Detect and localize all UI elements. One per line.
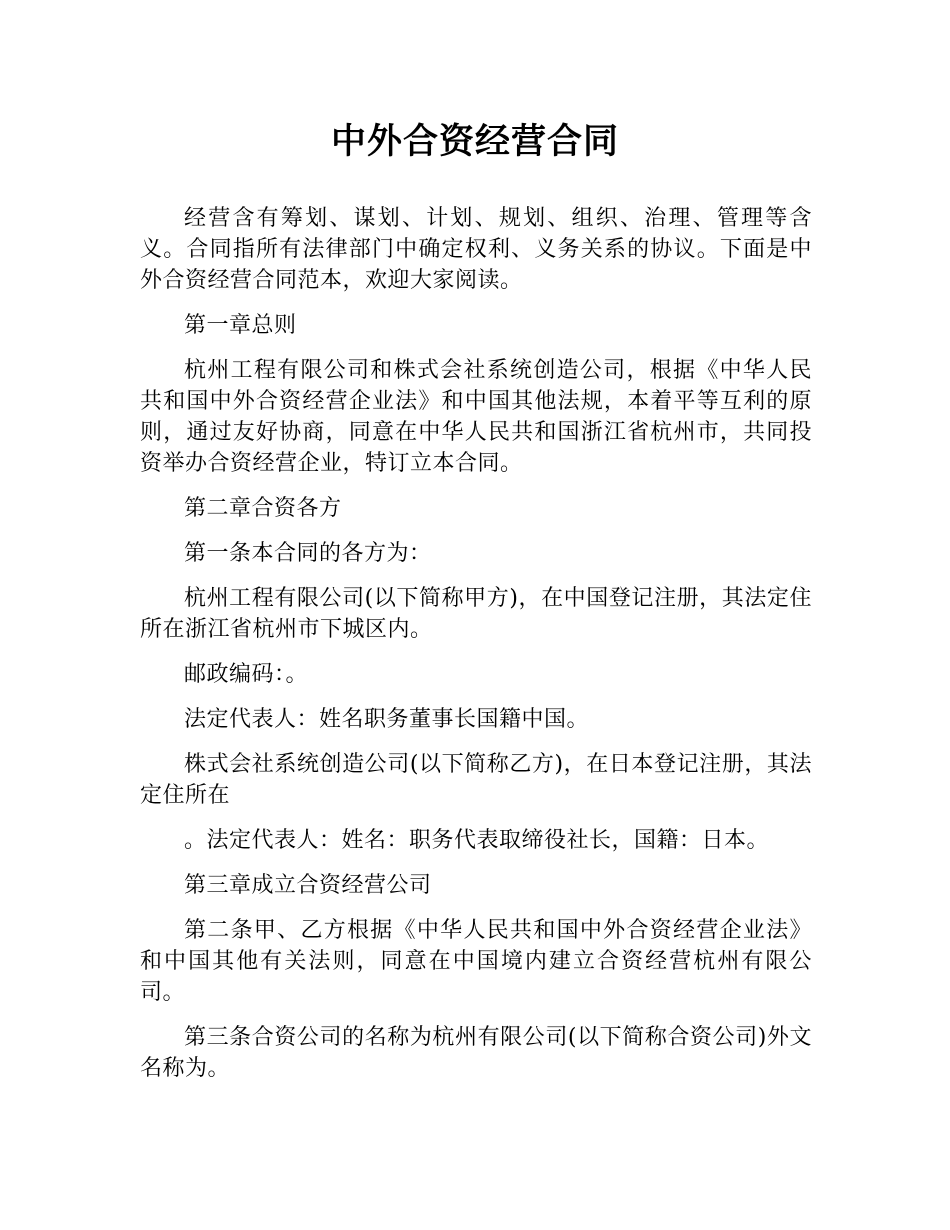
paragraph-preamble: 杭州工程有限公司和株式会社系统创造公司，根据《中华人民共和国中外合资经营企业法》和中国其他法规，本着平等互利的原则，通过友好协商，同意在中华人民共和国浙江省杭州市，共同投资举办合资经营企业，特订立本合同。 xyxy=(140,358,812,476)
chapter-heading-2: 第二章合资各方 xyxy=(184,496,342,521)
party-b-representative: 。法定代表人：姓名：职务代表取缔役社长，国籍：日本。 xyxy=(184,828,770,853)
chapter-heading-3: 第三章成立合资经营公司 xyxy=(184,873,432,898)
article-2: 第二条甲、乙方根据《中华人民共和国中外合资经营企业法》和中国其他有关法则，同意在中国境内建立合资经营杭州有限公司。 xyxy=(140,918,812,1005)
chapter-heading-1: 第一章总则 xyxy=(184,313,297,338)
postal-code-line: 邮政编码：。 xyxy=(184,662,309,687)
document-body xyxy=(140,203,812,1098)
party-a-info: 杭州工程有限公司(以下简称甲方)，在中国登记注册，其法定住所在浙江省杭州市下城区内。 xyxy=(140,586,812,642)
article-1: 第一条本合同的各方为： xyxy=(184,541,432,566)
party-a-representative: 法定代表人：姓名职务董事长国籍中国。 xyxy=(184,707,590,732)
article-3: 第三条合资公司的名称为杭州有限公司(以下简称合资公司)外文名称为。 xyxy=(140,1025,812,1081)
party-b-info: 株式会社系统创造公司(以下简称乙方)，在日本登记注册，其法定住所在 xyxy=(140,752,812,808)
paragraph-intro: 经营含有筹划、谋划、计划、规划、组织、治理、管理等含义。合同指所有法律部门中确定权利、义务关系的协议。下面是中外合资经营合同范本，欢迎大家阅读。 xyxy=(140,206,812,293)
document-title: 中外合资经营合同 xyxy=(330,122,619,162)
